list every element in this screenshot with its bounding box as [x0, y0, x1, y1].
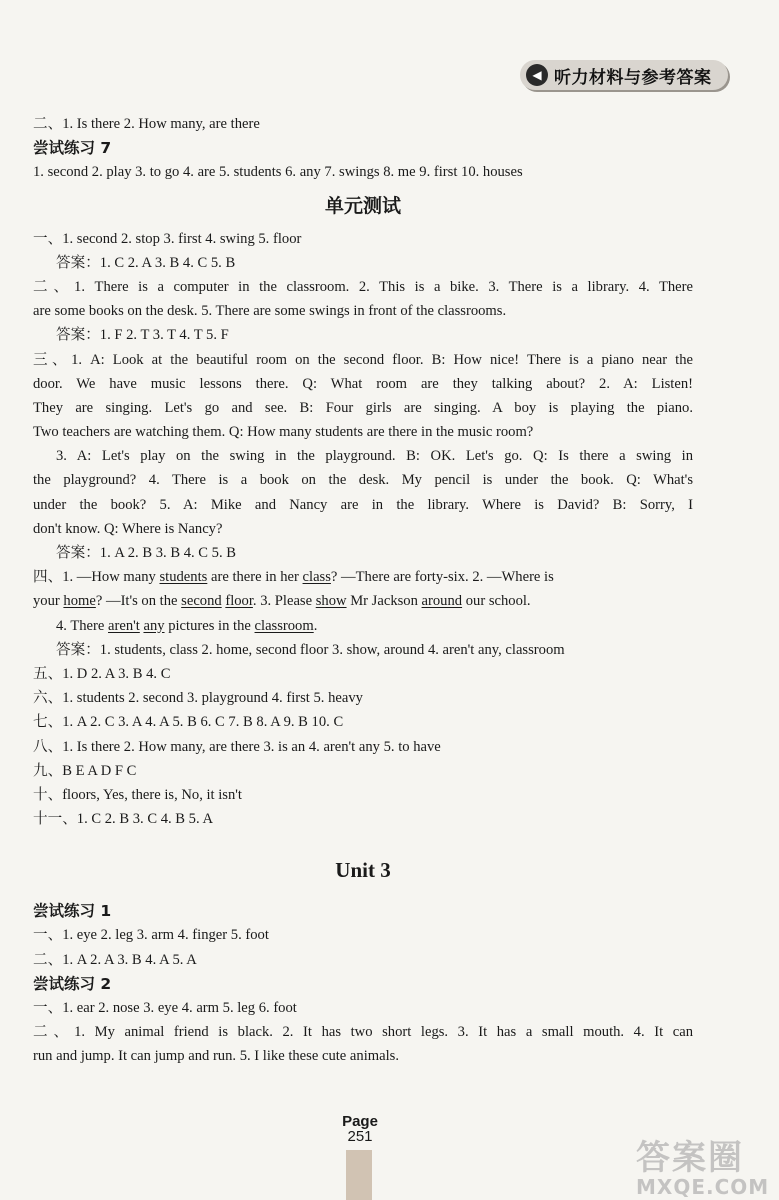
exercise-heading: 尝试练习 1	[33, 902, 112, 921]
answer-line: 答案：1. C 2. A 3. B 4. C 5. B	[56, 254, 236, 271]
answer-line: 答案：1. F 2. T 3. T 4. T 5. F	[56, 327, 229, 344]
answer-line: 六、1. students 2. second 3. playground 4. first 5. heavy	[33, 690, 363, 707]
answer-line: 三、1. A: Look at the beautiful room on the second floor. B: How nice! There is a piano near the	[33, 351, 693, 368]
page-label: Page	[342, 1113, 378, 1130]
answer-line: 二、1. My animal friend is black. 2. It has two short legs. 3. It has a small mouth. 4. It can	[33, 1024, 693, 1041]
answer-line: are some books on the desk. 5. There are some swings in front of the classrooms.	[33, 303, 507, 320]
answer-line: They are singing. Let's go and see. B: Four girls are singing. A boy is playing the piano.	[33, 399, 693, 416]
unit-title: Unit 3	[335, 858, 391, 883]
answer-line: 八、1. Is there 2. How many, are there 3. is an 4. aren't any 5. to have	[33, 738, 441, 755]
answer-content	[33, 112, 693, 1069]
answer-line: 十一、1. C 2. B 3. C 4. B 5. A	[33, 811, 214, 828]
section-title: 单元测试	[324, 194, 401, 217]
exercise-heading: 尝试练习 2	[33, 974, 112, 993]
page-edge-strip	[346, 1150, 372, 1200]
answer-line: 九、B E A D F C	[33, 762, 137, 779]
answer-line: run and jump. It can jump and run. 5. I like these cute animals.	[33, 1048, 399, 1065]
answer-line: 答案：1. A 2. B 3. B 4. C 5. B	[56, 545, 237, 561]
answer-line: under the book? 5. A: Mike and Nancy are in the library. Where is David? B: Sorry, I	[33, 496, 693, 513]
exercise-heading: 尝试练习 7	[33, 139, 112, 158]
answer-line-underlined: 四、1. —How many students are there in her class? —There are forty-six. 2. —Where is	[33, 569, 554, 586]
page-number-value: 251	[347, 1128, 373, 1145]
answer-line: Two teachers are watching them. Q: How many students are there in the music room?	[33, 424, 534, 441]
answer-line: 1. second 2. play 3. to go 4. are 5. students 6. any 7. swings 8. me 9. first 10. houses	[33, 164, 523, 181]
answer-line: 一、1. ear 2. nose 3. eye 4. arm 5. leg 6. foot	[33, 1000, 297, 1016]
answer-line: the playground? 4. There is a book on the desk. My pencil is under the book. Q: What's	[33, 472, 693, 489]
answer-line: 二、1. Is there 2. How many, are there	[33, 116, 260, 132]
section-tag-label: 听力材料与参考答案	[554, 67, 712, 88]
answer-line-underlined: your home? —It's on the second floor. 3. Please show Mr Jackson around our school.	[33, 593, 531, 610]
section-tag	[520, 60, 728, 90]
page-number	[338, 1114, 382, 1144]
watermark-logo	[636, 1130, 776, 1199]
answer-line-underlined: 4. There aren't any pictures in the classroom.	[56, 617, 318, 634]
answer-line: 十、floors, Yes, there is, No, it isn't	[33, 786, 242, 803]
watermark-text: 答案圈	[636, 1138, 744, 1178]
answer-line: 七、1. A 2. C 3. A 4. A 5. B 6. C 7. B 8. A 9. B 10. C	[33, 714, 344, 731]
answer-line: 二、1. There is a computer in the classroom. 2. This is a bike. 3. There is a library. 4. There	[33, 278, 693, 295]
answer-line: 二、1. A 2. A 3. B 4. A 5. A	[33, 951, 197, 968]
answer-line: 3. A: Let's play on the swing in the playground. B: OK. Let's go. Q: Is there a swing in	[56, 448, 693, 465]
answer-line: 一、1. second 2. stop 3. first 4. swing 5. floor	[33, 230, 302, 247]
answer-line: door. We have music lessons there. Q: What room are they talking about? 2. A: Listen!	[33, 375, 693, 392]
answer-line: 答案：1. students, class 2. home, second floor 3. show, around 4. aren't any, classroom	[56, 641, 565, 658]
answer-line: 一、1. eye 2. leg 3. arm 4. finger 5. foot	[33, 927, 269, 944]
chevron-left-icon: ◀	[526, 64, 548, 86]
watermark-url: MXQE.COM	[636, 1175, 770, 1199]
answer-line: 五、1. D 2. A 3. B 4. C	[33, 665, 171, 682]
answer-line: don't know. Q: Where is Nancy?	[33, 520, 223, 537]
